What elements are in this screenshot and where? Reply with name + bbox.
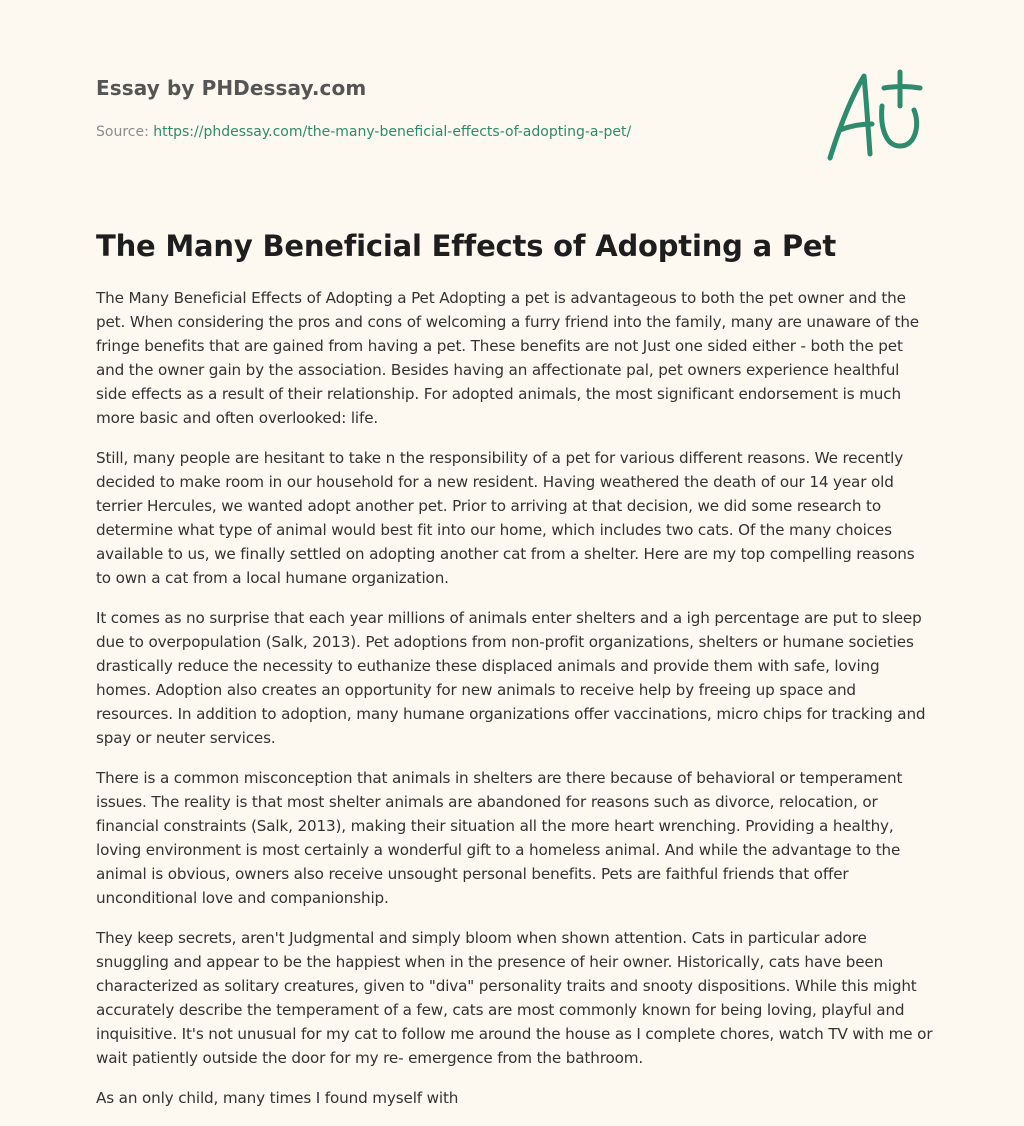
page-title: The Many Beneficial Effects of Adopting a Pet bbox=[96, 229, 837, 263]
source-label: Source: bbox=[96, 124, 154, 140]
essay-paragraph: As an only child, many times I found myself with bbox=[96, 1089, 459, 1107]
a-plus-logo-icon bbox=[820, 66, 930, 166]
source-line bbox=[96, 124, 631, 140]
source-link[interactable]: https://phdessay.com/the-many-beneficial-effects-of-adopting-a-pet/ bbox=[153, 124, 632, 140]
essay-body bbox=[96, 286, 934, 1126]
site-brand: Essay by PHDessay.com bbox=[96, 76, 367, 100]
essay-paragraph: Still, many people are hesitant to take n the responsibility of a pet for various different reasons. We recently decided to make room in our household for a new resident. Having weathered the death of our 14 year old terrier Hercules, we wanted adopt another pet. Prior to arriving at that decision, we did some research to determine what type of animal would best fit into our home, which includes two cats. Of the many choices available to us, we finally settled on adopting another cat from a shelter. Here are my top compelling reasons to own a cat from a local humane organization. bbox=[96, 449, 915, 587]
essay-paragraph: They keep secrets, aren't Judgmental and simply bloom when shown attention. Cats in particular adore snuggling and appear to be the happiest when in the presence of heir owner. Historically, cats have been characterized as solitary creatures, given to "diva" personality traits and snooty dispositions. While this might accurately describe the temperament of a few, cats are most commonly known for being loving, playful and inquisitive. It's not unusual for my cat to follow me around the house as I complete chores, watch TV with me or wait patiently outside the door for my re- emergence from the bathroom. bbox=[96, 929, 933, 1067]
essay-paragraph: It comes as no surprise that each year millions of animals enter shelters and a igh percentage are put to sleep due to overpopulation (Salk, 2013). Pet adoptions from non-profit organizations, shelters or humane societies drastically reduce the necessity to euthanize these displaced animals and provide them with safe, loving homes. Adoption also creates an opportunity for new animals to receive help by freeing up space and resources. In addition to adoption, many humane organizations offer vaccinations, micro chips for tracking and spay or neuter services. bbox=[96, 609, 926, 747]
essay-paragraph: There is a common misconception that animals in shelters are there because of behavioral or temperament issues. The reality is that most shelter animals are abandoned for reasons such as divorce, relocation, or financial constraints (Salk, 2013), making their situation all the more heart wrenching. Providing a healthy, loving environment is most certainly a wonderful gift to a homeless animal. And while the advantage to the animal is obvious, owners also receive unsought personal benefits. Pets are faithful friends that offer unconditional love and companionship. bbox=[96, 769, 903, 907]
essay-paragraph: The Many Beneficial Effects of Adopting a Pet Adopting a pet is advantageous to both the pet owner and the pet. When considering the pros and cons of welcoming a furry friend into the family, many are unaware of the fringe benefits that are gained from having a pet. These benefits are not Just one sided either - both the pet and the owner gain by the association. Besides having an affectionate pal, pet owners experience healthful side effects as a result of their relationship. For adopted animals, the most significant endorsement is much more basic and often overlooked: life. bbox=[96, 289, 920, 427]
